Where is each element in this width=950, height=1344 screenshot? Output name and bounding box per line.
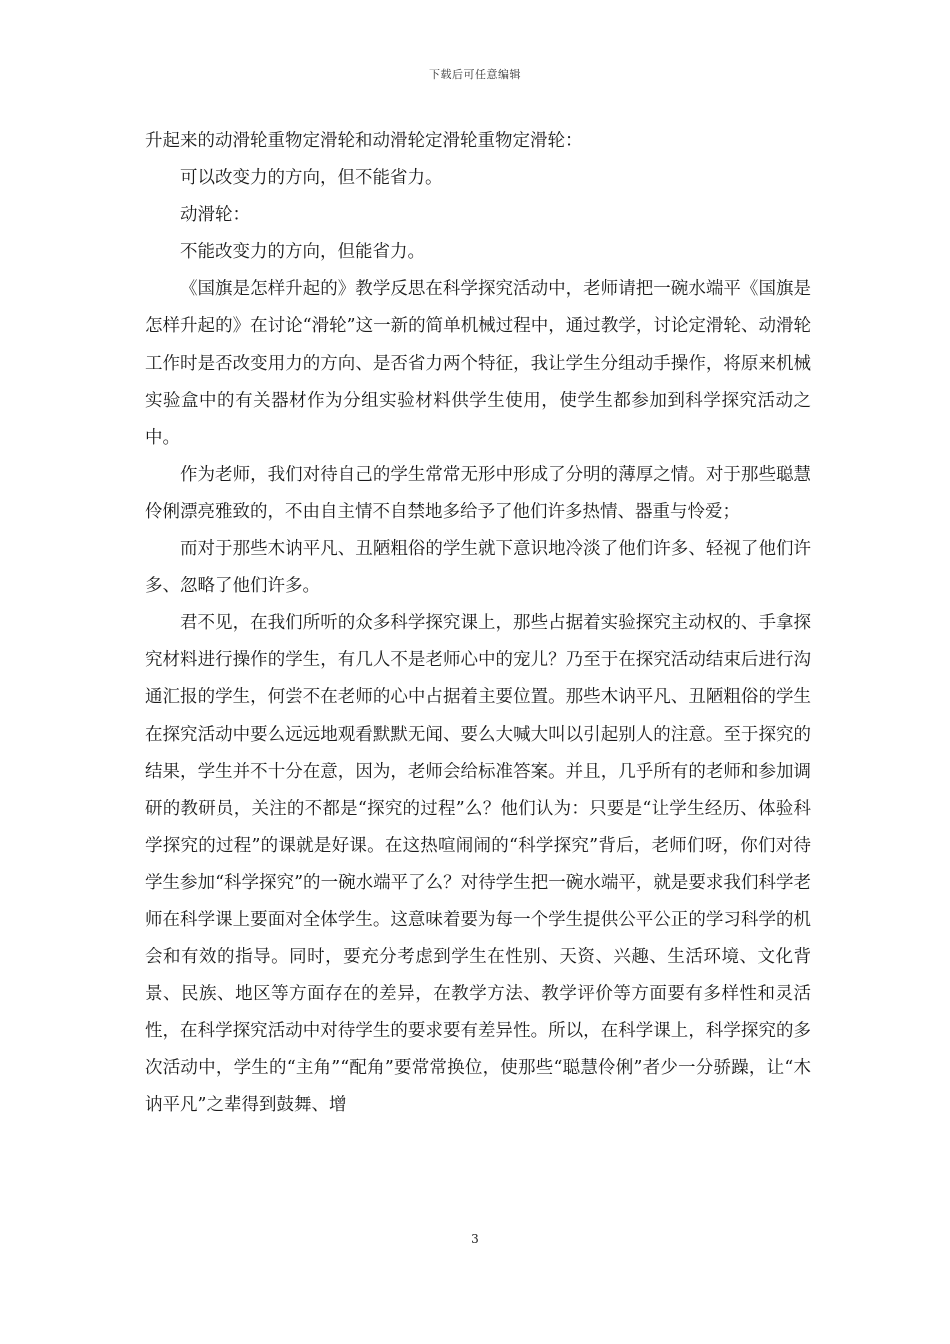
paragraph: 升起来的动滑轮重物定滑轮和动滑轮定滑轮重物定滑轮： (145, 131, 583, 151)
paragraph: 而对于那些木讷平凡、丑陋粗俗的学生就下意识地冷淡了他们许多、轻视了他们许多、忽略了他们许多。 (145, 539, 811, 597)
paragraph: 君不见，在我们所听的众多科学探究课上，那些占据着实验探究主动权的、手拿探究材料进行操作的学生，有几人不是老师心中的宠儿？乃至于在探究活动结束后进行沟通汇报的学生，何尝不在老师的心中占据着主要位置。那些木讷平凡、丑陋粗俗的学生在探究活动中要么远远地观看默默无闻、要么大喊大叫以引起别人的注意。至于探究的结果，学生并不十分在意，因为，老师会给标准答案。并且，几乎所有的老师和参加调研的教研员，关注的不都是“探究的过程”么？他们认为：只要是“让学生经历、体验科学探究的过程”的课就是好课。在这热喧闹闹的“科学探究”背后，老师们呀，你们对待学生参加“科学探究”的一碗水端平了么？对待学生把一碗水端平，就是要求我们科学老师在科学课上要面对全体学生。这意味着要为每一个学生提供公平公正的学习科学的机会和有效的指导。同时，要充分考虑到学生在性别、天资、兴趣、生活环境、文化背景、民族、地区等方面存在的差异，在教学方法、教学评价等方面要有多样性和灵活性，在科学探究活动中对待学生的要求要有差异性。所以，在科学课上，科学探究的多次活动中，学生的“主角”“配角”要常常换位，使那些“聪慧伶俐”者少一分骄躁，让“木讷平凡”之辈得到鼓舞、增 (145, 613, 811, 1116)
page-header: 下载后可任意编辑 (429, 68, 521, 81)
paragraph: 动滑轮： (180, 205, 250, 226)
document-body (145, 123, 811, 1125)
paragraph: 可以改变力的方向，但不能省力。 (180, 168, 443, 189)
page-number: 3 (471, 1232, 479, 1246)
paragraph: 作为老师，我们对待自己的学生常常无形中形成了分明的薄厚之情。对于那些聪慧伶俐漂亮雅致的，不由自主情不自禁地多给予了他们许多热情、器重与怜爱； (145, 464, 811, 522)
paragraph: 《国旗是怎样升起的》教学反思在科学探究活动中，老师请把一碗水端平《国旗是怎样升起的》在讨论“滑轮”这一新的简单机械过程中，通过教学，讨论定滑轮、动滑轮工作时是否改变用力的方向、是否省力两个特征，我让学生分组动手操作，将原来机械实验盒中的有关器材作为分组实验材料供学生使用，使学生都参加到科学探究活动之中。 (145, 279, 811, 448)
paragraph: 不能改变力的方向，但能省力。 (180, 242, 425, 263)
